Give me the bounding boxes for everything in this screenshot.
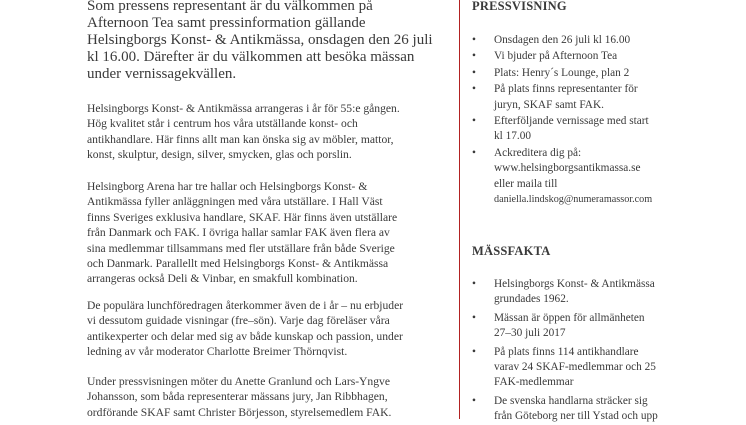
intro-line: under vernissagekvällen.	[87, 66, 237, 82]
email-link[interactable]: daniella.lindskog@numeramassor.com	[494, 194, 653, 206]
paragraph-line: sina medlemmar tillsammans med fler utställare från både Sverige	[87, 241, 395, 255]
paragraph-line: arrangeras också Deli & Vinbar, en smakfull kombination.	[87, 272, 358, 286]
paragraph-line: från Danmark och FAK. I övriga hallar samlar FAK även flera av	[87, 226, 390, 240]
list-item-text: Efterföljande vernissage med start	[494, 115, 649, 128]
list-item	[472, 146, 742, 208]
bullet-icon: •	[472, 66, 476, 79]
list-item	[472, 114, 742, 145]
bullet-icon: •	[472, 146, 476, 159]
list-item-text: eller maila till	[494, 177, 558, 190]
paragraph-line: konst, skulptur, design, silver, smycken, glas och porslin.	[87, 148, 352, 162]
list-item-text: Helsingborgs Konst- & Antikmässa	[494, 278, 655, 290]
paragraph-line: finns Sveriges exklusiva handlare, SKAF. Här finns även utställare	[87, 210, 398, 224]
list-item-text: kl 17.00	[494, 130, 532, 143]
paragraph-about	[87, 101, 437, 163]
list-item-text: juryn, SKAF samt FAK.	[494, 98, 604, 111]
list-item-text: från Göteborg ner till Ystad och upp	[494, 410, 658, 423]
list-item	[472, 311, 742, 342]
paragraph-arena	[87, 179, 437, 287]
paragraph-line: Helsingborg Arena har tre hallar och Helsingborgs Konst- &	[87, 180, 368, 193]
paragraph-line: Helsingborgs Konst- & Antikmässa arrangeras i år för 55:e gången.	[87, 102, 400, 115]
paragraph-press-meeting	[87, 374, 437, 420]
list-item	[472, 82, 742, 113]
paragraph-line: antikexperter och delar med sig av både kunskap och passion, under	[87, 329, 403, 343]
list-item-text: De svenska handlarna sträcker sig	[494, 394, 648, 407]
facts-heading: MÄSSFAKTA	[472, 244, 551, 258]
intro-text	[87, 0, 437, 83]
list-item-text: Ackreditera dig på:	[494, 146, 582, 159]
press-heading: PRESSVISNING	[472, 0, 567, 13]
list-item-text: På plats finns 114 antikhandlare	[494, 345, 639, 358]
website-link[interactable]: www.helsingborgsantikmassa.se	[494, 162, 641, 175]
list-item-text: grundades 1962.	[494, 293, 569, 306]
paragraph-line: De populära lunchföredragen återkommer även de i år – nu erbjuder	[87, 299, 404, 312]
bullet-icon: •	[472, 83, 476, 96]
list-item-text: Mässan är öppen för allmänheten	[494, 311, 645, 324]
column-divider	[459, 0, 460, 419]
list-item-text: Onsdagen den 26 juli kl 16.00	[494, 34, 631, 46]
press-list	[472, 33, 742, 207]
list-item	[472, 33, 742, 48]
list-item	[472, 394, 742, 425]
intro-line: Afternoon Tea samt pressinformation gällande	[87, 15, 366, 31]
list-item	[472, 49, 742, 64]
bullet-icon: •	[472, 34, 476, 46]
bullet-icon: •	[472, 115, 476, 128]
bullet-icon: •	[472, 50, 476, 63]
bullet-icon: •	[472, 311, 476, 324]
list-item	[472, 277, 742, 308]
facts-list	[472, 277, 742, 425]
paragraph-line: Under pressvisningen möter du Anette Granlund och Lars-Yngve	[87, 375, 390, 388]
paragraph-line: antikhandlare. Här finns allt man kan önska sig av möbler, mattor,	[87, 132, 394, 146]
intro-line: Helsingborgs Konst- & Antikmässa, onsdagen den 26 juli	[87, 32, 433, 48]
list-item-text: 27–30 juli 2017	[494, 327, 566, 340]
intro-line: kl 16.00. Därefter är du välkommen att besöka mässan	[87, 49, 415, 65]
list-item	[472, 66, 742, 81]
list-item-text: FAK-medlemmar	[494, 376, 574, 389]
list-item-text: På plats finns representanter för	[494, 83, 638, 96]
list-item	[472, 345, 742, 391]
list-item-text: Vi bjuder på Afternoon Tea	[494, 50, 618, 63]
paragraph-line: Antikmässa fyller anläggningen med våra utställare. I Hall Väst	[87, 195, 383, 209]
paragraph-line: och Danmark. Parallellt med Helsingborgs Konst- & Antikmässa	[87, 257, 389, 271]
list-item-text: varav 24 SKAF-medlemmar och 25	[494, 361, 656, 374]
intro-line: Som pressens representant är du välkommen på	[87, 0, 373, 14]
paragraph-line: Johansson, som båda representerar mässans jury, Jan Ribbhagen,	[87, 390, 388, 404]
paragraph-line: vi dessutom guidade visningar (fre–sön). Varje dag föreläser våra	[87, 314, 390, 328]
list-item-text: Plats: Henry´s Lounge, plan 2	[494, 66, 630, 79]
bullet-icon: •	[472, 345, 476, 358]
bullet-icon: •	[472, 278, 476, 290]
paragraph-lectures	[87, 298, 437, 360]
paragraph-line: ordförande SKAF samt Christer Börjesson, styrelsemedlem FAK.	[87, 405, 392, 419]
paragraph-line: ledning av vår moderator Charlotte Breimer Thörnqvist.	[87, 345, 348, 359]
paragraph-line: Hög kvalitet står i centrum hos våra utställande konst- och	[87, 117, 358, 131]
bullet-icon: •	[472, 394, 476, 407]
